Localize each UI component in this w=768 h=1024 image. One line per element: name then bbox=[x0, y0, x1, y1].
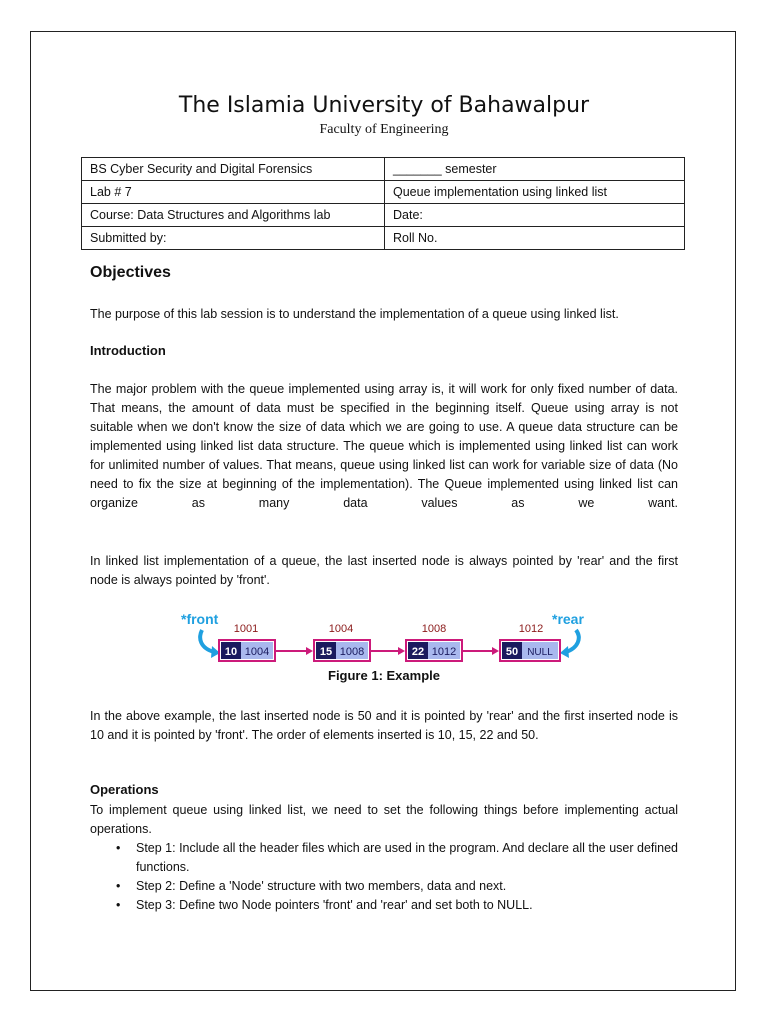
bullet-icon: • bbox=[116, 879, 121, 893]
node-next: NULL bbox=[527, 647, 553, 658]
operations-steps-list bbox=[90, 839, 678, 915]
table-row bbox=[82, 204, 685, 227]
table-cell: BS Cyber Security and Digital Forensics bbox=[82, 158, 385, 181]
node-next: 1012 bbox=[431, 646, 457, 658]
table-cell: Date: bbox=[385, 204, 685, 227]
table-row bbox=[82, 227, 685, 250]
node-data: 10 bbox=[224, 646, 238, 658]
link-arrowhead-icon bbox=[398, 647, 405, 655]
example-paragraph: In the above example, the last inserted node is 50 and it is pointed by 'rear' and the first inserted node is 10 and it is pointed by 'front'. The order of elements inserted is 10, 15, 22 and 50. bbox=[90, 709, 678, 742]
operations-heading: Operations bbox=[90, 782, 159, 797]
link-arrowhead-icon bbox=[492, 647, 499, 655]
introduction-paragraph-2: In linked list implementation of a queue, the last inserted node is always pointed by 'rear' and the first node is always pointed by 'front'. bbox=[90, 554, 678, 587]
node-data: 22 bbox=[411, 646, 425, 658]
document-header bbox=[90, 91, 678, 139]
bullet-icon: • bbox=[116, 841, 121, 855]
introduction-paragraph-1: The major problem with the queue implemented using array is, it will work for only fixed number of data. That means, the amount of data must be specified in the beginning itself. Queue using array is not suitable when we don't know the size of data which we are going to use. A queue data structure can be implemented using linked list data structure. The queue which is implemented using linked list can work for unlimited number of values. That means, queue using linked list can work for variable size of data (No need to fix the size at beginning of the implementation). The Queue implemented using linked list can organize as many data values as we want. bbox=[90, 382, 678, 510]
front-label: *front bbox=[181, 611, 219, 627]
rear-arrowhead-icon bbox=[560, 646, 569, 658]
table-row bbox=[82, 158, 685, 181]
step-text: Step 2: Define a 'Node' structure with two members, data and next. bbox=[136, 879, 507, 893]
node-data: 15 bbox=[319, 646, 333, 658]
node-address: 1012 bbox=[518, 623, 544, 635]
introduction-heading: Introduction bbox=[90, 343, 166, 358]
link-arrowhead-icon bbox=[306, 647, 313, 655]
list-item bbox=[90, 877, 678, 896]
node-next: 1004 bbox=[244, 646, 270, 658]
table-cell: Submitted by: bbox=[82, 227, 385, 250]
table-row bbox=[82, 181, 685, 204]
bullet-icon: • bbox=[116, 898, 121, 912]
figure-caption: Figure 1: Example bbox=[328, 668, 440, 683]
university-title: The Islamia University of Bahawalpur bbox=[178, 93, 590, 118]
step-text: Step 3: Define two Node pointers 'front' and 'rear' and set both to NULL. bbox=[136, 898, 533, 912]
table-cell: Lab # 7 bbox=[82, 181, 385, 204]
table-cell: Course: Data Structures and Algorithms lab bbox=[82, 204, 385, 227]
info-table bbox=[81, 157, 685, 250]
node-next: 1008 bbox=[339, 646, 365, 658]
objectives-heading: Objectives bbox=[90, 264, 171, 281]
node-address: 1004 bbox=[328, 623, 354, 635]
node-address: 1001 bbox=[233, 623, 259, 635]
objectives-text: The purpose of this lab session is to understand the implementation of a queue using linked list. bbox=[90, 307, 619, 321]
step-text: Step 1: Include all the header files which are used in the program. And declare all the user defined functions. bbox=[136, 841, 679, 874]
table-cell: Queue implementation using linked list bbox=[385, 181, 685, 204]
table-cell: _______ semester bbox=[385, 158, 685, 181]
rear-label: *rear bbox=[552, 611, 584, 627]
node-data: 50 bbox=[505, 646, 519, 658]
operations-intro: To implement queue using linked list, we need to set the following things before implementing actual operations. bbox=[90, 803, 678, 836]
node-address: 1008 bbox=[421, 623, 447, 635]
table-cell: Roll No. bbox=[385, 227, 685, 250]
list-item bbox=[90, 839, 678, 877]
list-item bbox=[90, 896, 678, 915]
faculty-subtitle: Faculty of Engineering bbox=[319, 122, 449, 137]
